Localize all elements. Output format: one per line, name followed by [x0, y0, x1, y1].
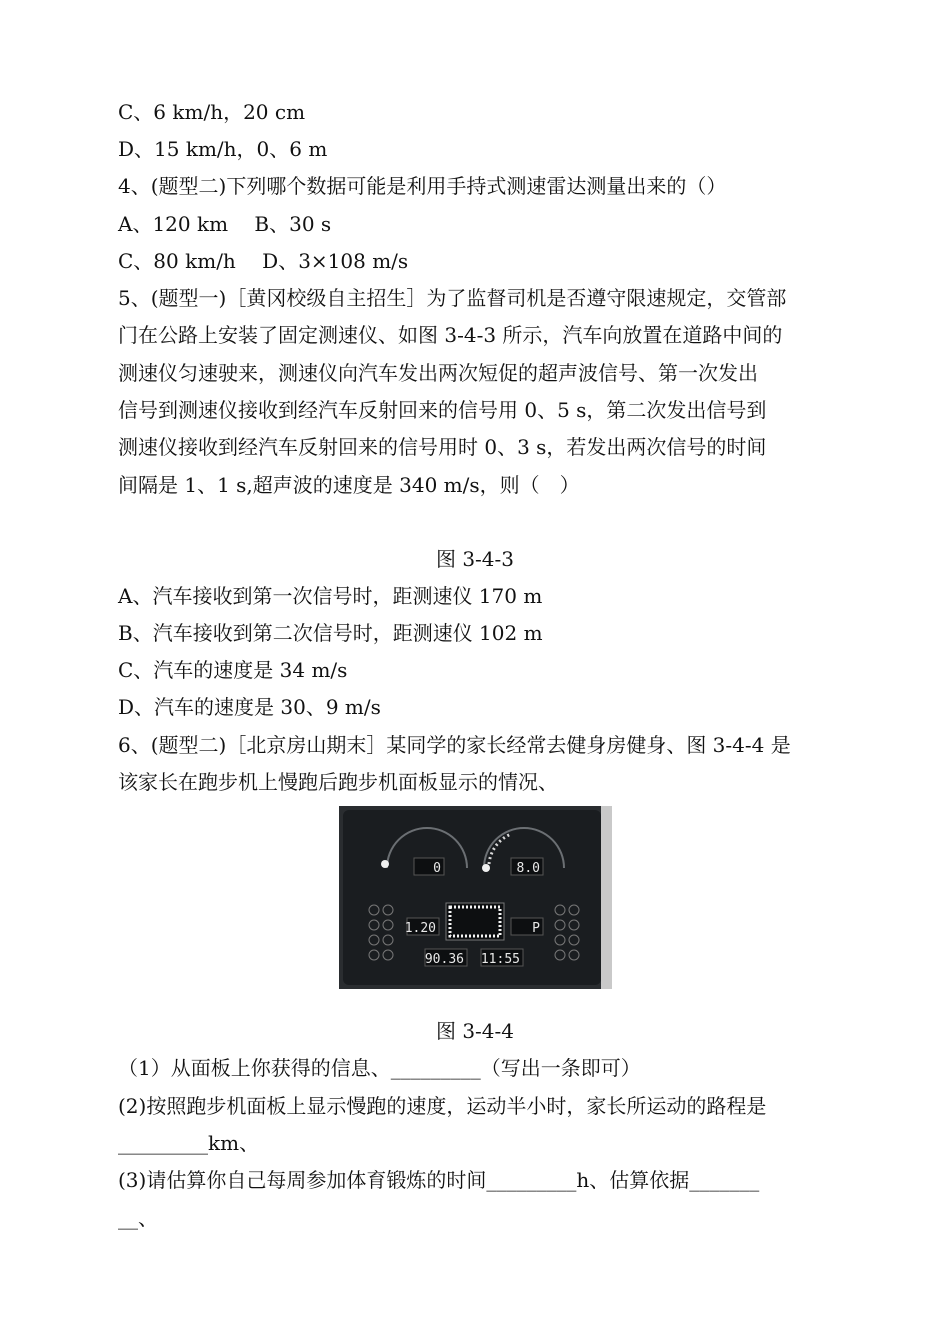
- speed-display: 8.0: [516, 861, 540, 876]
- options-cd-q4: C、80 km/h D、3×108 m/s: [118, 249, 409, 273]
- question-6-part-3: (3)请估算你自己每周参加体育锻炼的时间_________h、估算依据_______: [118, 1168, 760, 1192]
- option-a-q5: A、汽车接收到第一次信号时，距测速仪 170 m: [118, 584, 543, 608]
- question-6-line-1: 6、(题型二)［北京房山期末］某同学的家长经常去健身房健身、图 3-4-4 是: [118, 733, 791, 757]
- option-c-q3: C、6 km/h，20 cm: [118, 100, 306, 124]
- question-6-part-2: (2)按照跑步机面板上显示慢跑的速度，运动半小时，家长所运动的路程是: [118, 1094, 767, 1118]
- figure-caption-3-4-4: 图 3-4-4: [435, 1019, 515, 1043]
- incline-display: 0: [433, 861, 441, 876]
- program-display: P: [532, 921, 540, 936]
- options-ab-q4: A、120 km B、30 s: [118, 212, 332, 236]
- question-5-line-3: 测速仪匀速驶来，测速仪向汽车发出两次短促的超声波信号、第一次发出: [118, 361, 758, 385]
- time-display: 11:55: [480, 952, 520, 967]
- question-5-line-2: 门在公路上安装了固定测速仪、如图 3-4-3 所示，汽车向放置在道路中间的: [118, 323, 783, 347]
- question-6-part-3-cont: __、: [118, 1206, 158, 1230]
- question-4: 4、(题型二)下列哪个数据可能是利用手持式测速雷达测量出来的（）: [118, 174, 727, 198]
- distance-display: 1.20: [404, 921, 436, 936]
- question-6-part-2-answer: _________km、: [118, 1131, 260, 1155]
- option-c-q5: C、汽车的速度是 34 m/s: [118, 658, 348, 682]
- option-b-q5: B、汽车接收到第二次信号时，距测速仪 102 m: [118, 621, 543, 645]
- question-5-line-5: 测速仪接收到经汽车反射回来的信号用时 0、3 s，若发出两次信号的时间: [118, 435, 767, 459]
- option-d-q5: D、汽车的速度是 30、9 m/s: [118, 695, 381, 719]
- option-d-q3: D、15 km/h，0、6 m: [118, 137, 328, 161]
- question-5-line-1: 5、(题型一)［黄冈校级自主招生］为了监督司机是否遵守限速规定，交管部: [118, 286, 787, 310]
- question-5-line-4: 信号到测速仪接收到经汽车反射回来的信号用 0、5 s，第二次发出信号到: [118, 398, 767, 422]
- question-5-line-6: 间隔是 1、1 s,超声波的速度是 340 m/s，则（ ）: [118, 473, 580, 497]
- treadmill-panel-photo: [339, 806, 612, 989]
- question-6-line-2: 该家长在跑步机上慢跑后跑步机面板显示的情况、: [118, 770, 558, 794]
- question-6-part-1: （1）从面板上你获得的信息、_________（写出一条即可）: [118, 1056, 641, 1080]
- calories-display: 90.36: [424, 952, 464, 967]
- figure-caption-3-4-3: 图 3-4-3: [435, 547, 515, 571]
